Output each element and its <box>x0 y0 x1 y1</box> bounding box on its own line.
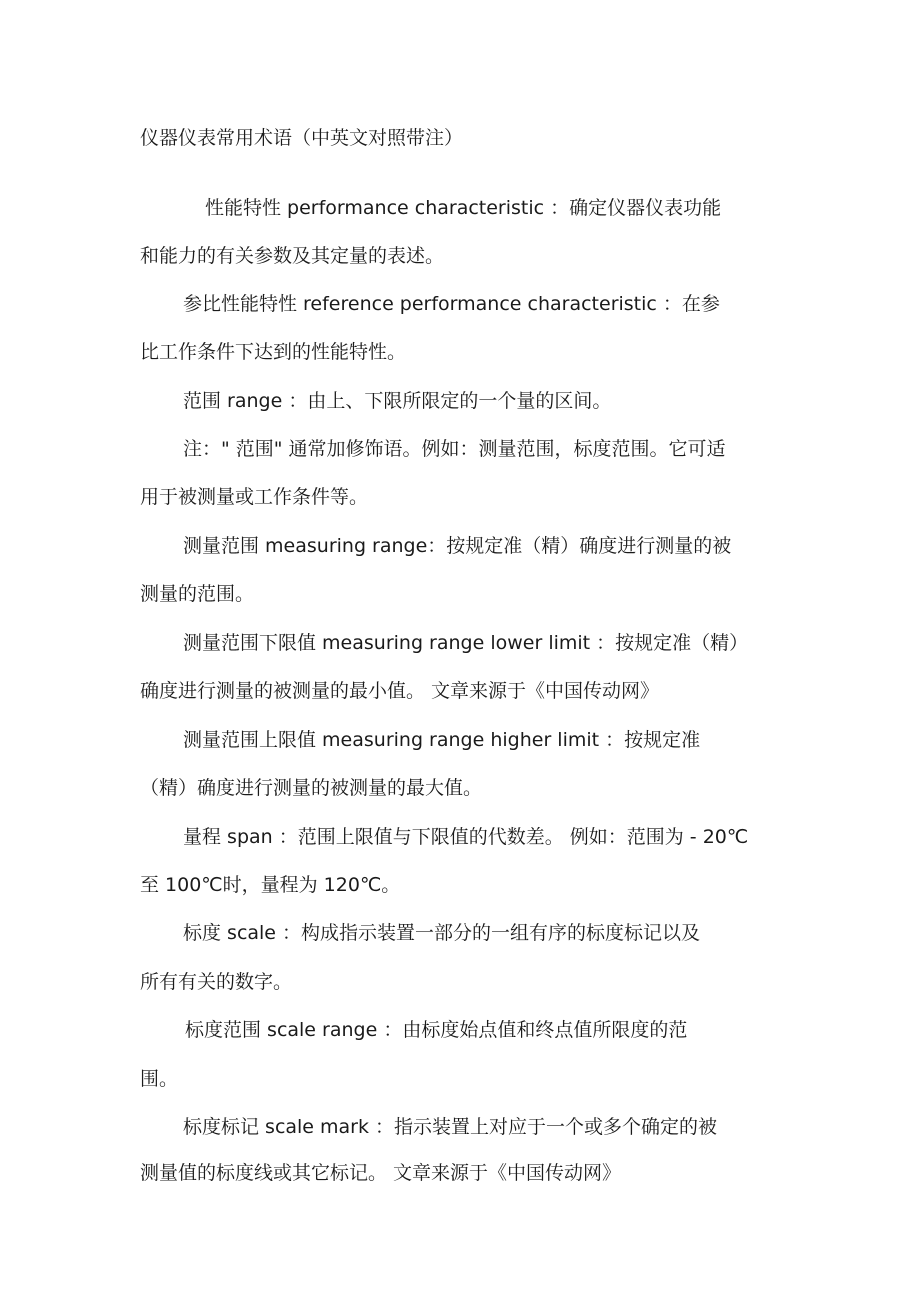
paragraph-line-18: 标度范围 scale range ：由标度始点值和终点值所限度的范 <box>185 1019 688 1041</box>
paragraph-line-20: 标度标记 scale mark ：指示装置上对应于一个或多个确定的被 <box>183 1116 718 1138</box>
paragraph-line-6: 注：" 范围" 通常加修饰语。例如：测量范围，标度范围。它可适 <box>183 438 726 460</box>
paragraph-line-13: （精）确度进行测量的被测量的最大值。 <box>140 777 483 799</box>
paragraph-line-12: 测量范围上限值 measuring range higher limit ：按规定准 <box>183 729 701 751</box>
paragraph-line-8: 测量范围 measuring range：按规定准（精）确度进行测量的被 <box>183 535 732 557</box>
paragraph-line-16: 标度 scale ：构成指示装置一部分的一组有序的标度标记以及 <box>183 922 701 944</box>
paragraph-line-10: 测量范围下限值 measuring range lower limit ：按规定准（精） <box>183 632 749 654</box>
paragraph-line-3: 参比性能特性 reference performance characteristic ：在参 <box>183 293 720 315</box>
paragraph-line-21: 测量值的标度线或其它标记。 文章来源于《中国传动网》 <box>140 1162 622 1184</box>
paragraph-line-1: 性能特性 performance characteristic ：确定仪器仪表功能 <box>205 197 722 219</box>
paragraph-line-15: 至 100℃时，量程为 120℃。 <box>140 874 401 896</box>
paragraph-line-7: 用于被测量或工作条件等。 <box>140 486 369 508</box>
document-title: 仪器仪表常用术语（中英文对照带注） <box>140 127 464 149</box>
paragraph-line-19: 围。 <box>140 1068 179 1090</box>
paragraph-line-11: 确度进行测量的被测量的最小值。 文章来源于《中国传动网》 <box>140 680 660 702</box>
paragraph-line-5: 范围 range ：由上、下限所限定的一个量的区间。 <box>183 390 612 412</box>
paragraph-line-14: 量程 span ：范围上限值与下限值的代数差。 例如：范围为 - 20℃ <box>183 826 749 848</box>
paragraph-line-9: 测量的范围。 <box>140 583 255 605</box>
paragraph-line-2: 和能力的有关参数及其定量的表述。 <box>140 245 445 267</box>
paragraph-line-17: 所有有关的数字。 <box>140 971 293 993</box>
paragraph-line-4: 比工作条件下达到的性能特性。 <box>140 341 407 363</box>
